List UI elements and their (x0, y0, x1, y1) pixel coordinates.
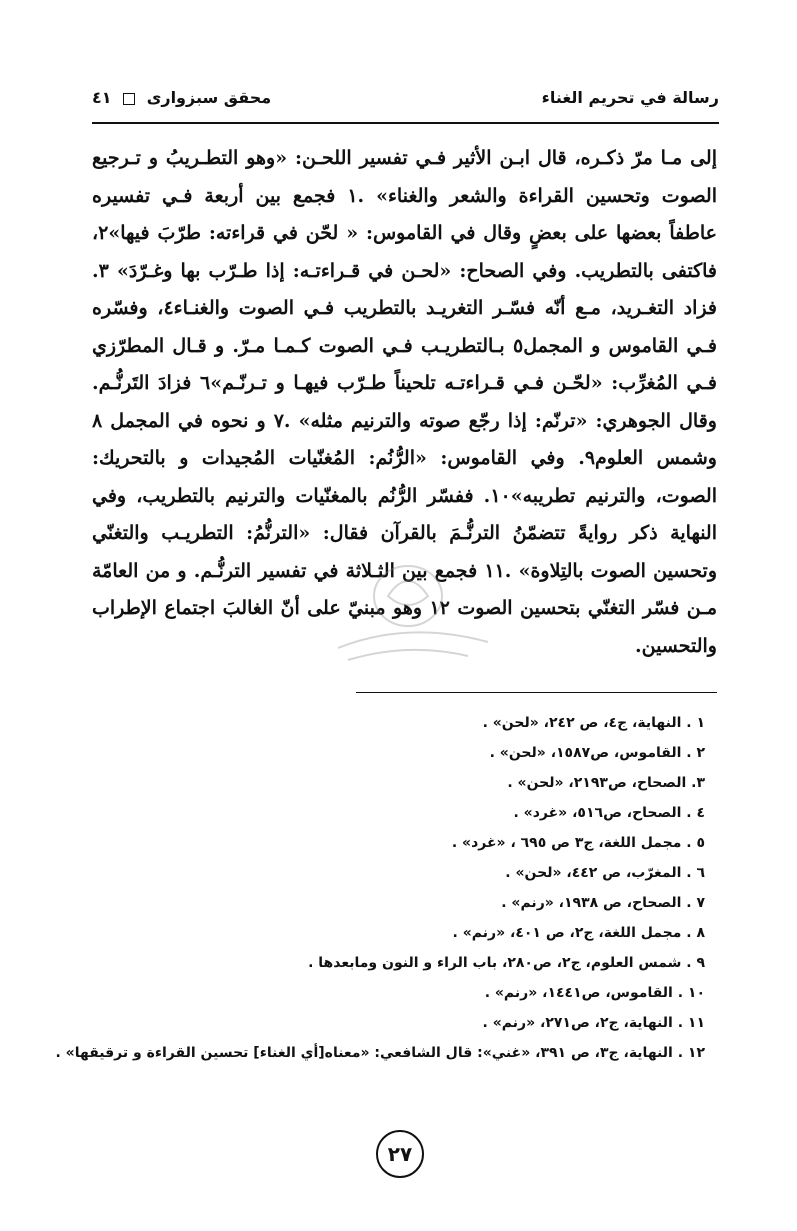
footnote-rule (356, 692, 717, 693)
footnote: ١ . النهاية، ج٤، ص ٢٤٢، «لحن» . (482, 715, 705, 731)
footnote: ٤ . الصحاح، ص٥١٦، «غرد» . (513, 805, 705, 821)
footnote: ٨ . مجمل اللغة، ج٢، ص ٤٠١، «رنم» . (452, 925, 705, 941)
footnote: ٦ . المغرّب، ص ٤٤٢، «لحن» . (505, 865, 705, 881)
seal-stamp-icon (318, 556, 498, 666)
footnote: ١١ . النهاية، ج٢، ص٢٧١، «رنم» . (482, 1015, 705, 1031)
footnote: ٧ . الصحاح، ص ١٩٣٨، «رنم» . (501, 895, 705, 911)
page-number: ٢٧ (376, 1130, 424, 1178)
footnote: ٢ . القاموس، ص١٥٨٧، «لحن» . (489, 745, 705, 761)
footnotes (55, 708, 705, 1068)
header-title: رسالة في تحريم الغناء (541, 88, 719, 107)
footnote: ٩ . شمس العلوم، ج٢، ص٢٨٠، باب الراء و النون ومابعدها . (308, 955, 705, 971)
header-rule (92, 122, 719, 124)
footnote: ١٠ . القاموس، ص١٤٤١، «رنم» . (484, 985, 705, 1001)
footnote: ٥ . مجمل اللغة، ج٣ ص ٦٩٥ ، «غرد» . (451, 835, 705, 851)
main-paragraph: إلى مـا مرّ ذكـره، قال ابـن الأثير فـي تفسير اللحـن: «وهو التطـريبُ و تـرجيع الصوت وتحسين القراءة والشعر والغناء» .١ فجمع بين أربعة فـي تفسيره عاطفاً بعضها على بعضٍ وقال في القاموس: « لحّن في قراءته: طرّبَ فيها»٢، فاكتفى بالتطريب. وفي الصحاح: «لحـن في قـراءتـه: إذا طـرّب بها وغـرّدَ» ٣. فزاد التغـريد، مـع أنّه فسّـر التغريـد بالتطريب فـي الصوت والغنـاء٤، وفسّره فـي القاموس و المجمل٥ بـالتطريـب فـي الصوت كـمـا مـرّ. و قـال المطرّزي فـي المُغرِّب: «لحّـن فـي قـراءتـه تلحيناً طـرّب فيهـا و تـرنّـم»٦ فزادَ التَرنُّـم. وقال الجوهري: «ترنّم: إذا رجّع صوته والترنيم مثله» .٧ و نحوه في المجمل ٨ وشمس العلوم٩. وفي القاموس: «الرُّنُم: المُغنّيات المُجيدات و بالتحريك: الصوت، والترنيم تطريبه»١٠. ففسّر الرُّنُم بالمغنّيات والترنيم بالتطريب، وفي النهاية ذكر روايةً تتضمّنُ الترنُّـمَ بالقرآن فقال: «الترنُّمُ: التطريـب والتغنّي وتحسين الصوت بالتِلاوة» .١١ فجمع بين الثـلاثة في تفسير الترنُّـم. و من العامّة مـن فسّر التغنّي بتحسين الصوت ١٢ وهو مبنيّ على أنّ الغالبَ اجتماع الإطراب والتحسين. (92, 147, 718, 657)
header-page-number: ٤١ (92, 88, 112, 107)
footnote: ٣. الصحاح، ص٢١٩٣، «لحن» . (507, 775, 705, 791)
square-icon (123, 93, 135, 105)
running-header (92, 82, 719, 116)
header-author: محقق سبزواری (146, 88, 272, 107)
header-meta (92, 88, 271, 107)
footnote: ١٢ . النهاية، ج٣، ص ٣٩١، «غني»: قال الشافعي: «معناه[أي الغناء] تحسين القراءة و ترقيقها» . (55, 1045, 705, 1061)
